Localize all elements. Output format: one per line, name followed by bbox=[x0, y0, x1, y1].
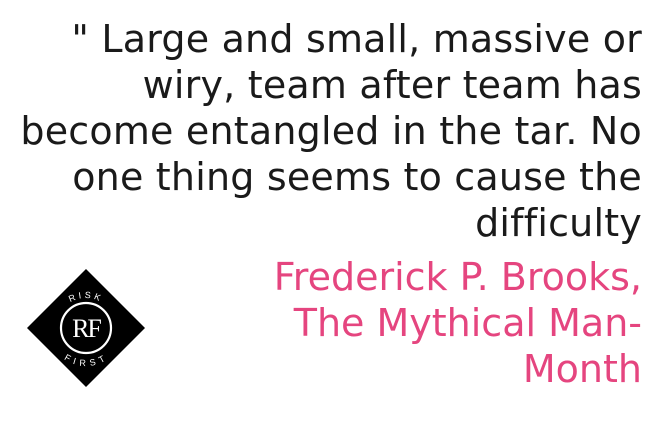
logo-bottom-text: FIRST bbox=[62, 352, 110, 369]
logo-top-text: RISK bbox=[67, 289, 105, 304]
quote-text: " Large and small, massive or wiry, team after team has become entangled in the tar. No one thing seems to cause the difficulty bbox=[20, 17, 642, 245]
risk-first-logo bbox=[26, 268, 146, 388]
logo-monogram: RF bbox=[72, 314, 100, 343]
quote-attribution: Frederick P. Brooks, The Mythical Man-Month bbox=[273, 255, 642, 391]
